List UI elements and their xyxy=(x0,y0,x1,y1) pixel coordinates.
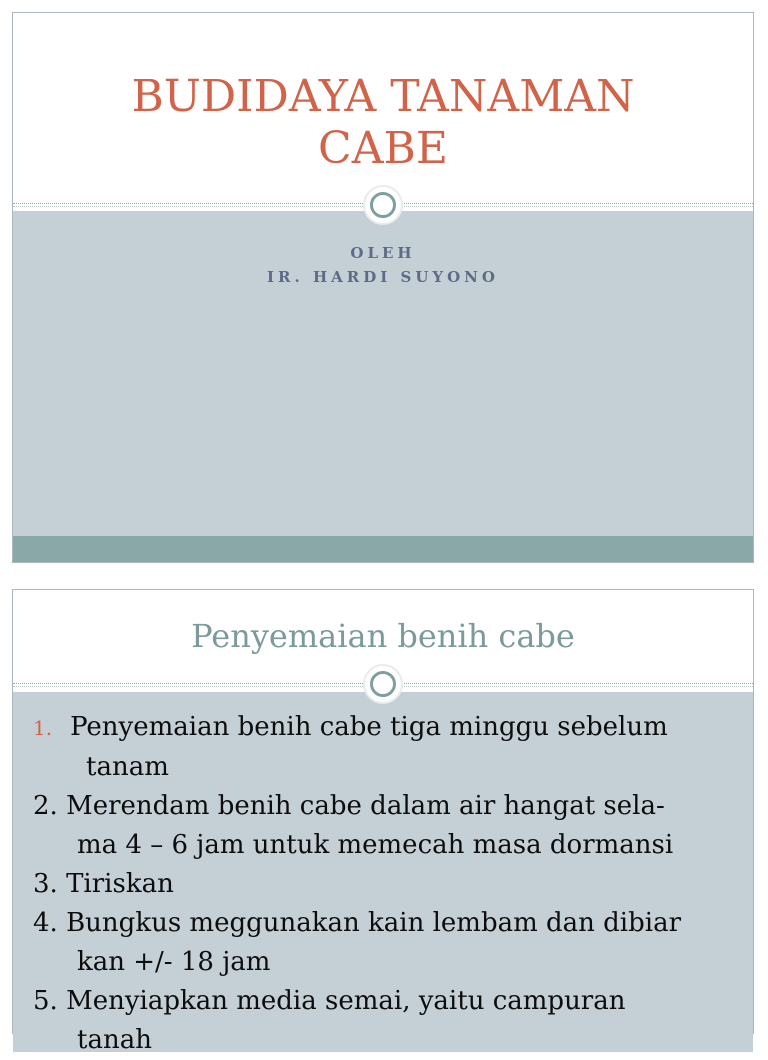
list-text: Bungkus meggunakan kain lembam dan dibiar xyxy=(66,908,682,938)
list-item xyxy=(33,865,733,904)
list-number: 3. xyxy=(33,869,58,899)
list-text-continued: ma 4 – 6 jam untuk memecah masa dormansi xyxy=(77,830,674,860)
list-number: 5. xyxy=(33,986,58,1016)
list-number: 4. xyxy=(33,908,58,938)
list-text: Menyiapkan media semai, yaitu campuran xyxy=(66,986,626,1016)
list-text-continued: kan +/- 18 jam xyxy=(77,947,271,977)
slide-subtitle xyxy=(13,241,753,289)
subtitle-line1: OLEH xyxy=(350,244,416,262)
content-slide xyxy=(12,589,754,1055)
ring-icon xyxy=(370,192,396,218)
ring-icon xyxy=(370,671,396,697)
slide-title: Penyemaian benih cabe xyxy=(191,617,575,655)
list-item xyxy=(33,787,733,865)
list-item xyxy=(33,982,733,1060)
slide-title-line2: CABE xyxy=(318,123,448,174)
list-text-continued: tanah xyxy=(77,1025,152,1055)
slide-title-line1: BUDIDAYA TANAMAN xyxy=(131,71,635,122)
slide-title xyxy=(13,71,753,175)
list-number: 2. xyxy=(33,791,58,821)
list-text: Tiriskan xyxy=(66,869,174,899)
list-item xyxy=(33,708,733,787)
steps-list xyxy=(33,708,733,1060)
subtitle-line2: IR. HARDI SUYONO xyxy=(267,268,499,286)
list-number: 1. xyxy=(33,716,53,740)
list-text: Penyemaian benih cabe tiga minggu sebelum xyxy=(70,712,668,742)
list-text-continued: tanam xyxy=(86,752,169,782)
list-text: Merendam benih cabe dalam air hangat sela- xyxy=(66,791,665,821)
circle-ornament-icon xyxy=(363,185,403,225)
circle-ornament-icon xyxy=(363,664,403,704)
title-slide xyxy=(12,12,754,563)
list-item xyxy=(33,904,733,982)
bottom-accent-bar xyxy=(13,536,753,562)
